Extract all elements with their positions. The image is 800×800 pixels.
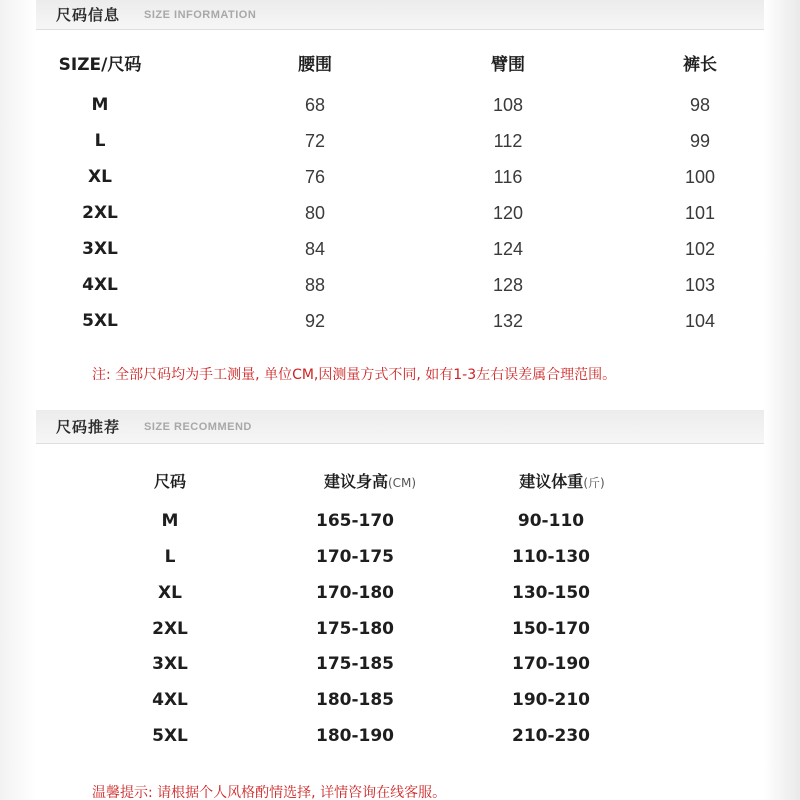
hip-value: 112 xyxy=(493,131,523,151)
hip-value: 108 xyxy=(492,95,524,115)
size-recommend-header xyxy=(36,410,764,444)
waist-value: 80 xyxy=(304,203,326,223)
height-value: 170-175 xyxy=(315,547,395,567)
size-label: 2XL xyxy=(82,203,118,223)
size-label: 5XL xyxy=(82,311,118,331)
weight-header-label: 建议体重 xyxy=(519,472,584,491)
column-header-height xyxy=(324,469,416,492)
warm-tip: 温馨提示: 请根据个人风格酌情选择, 详情咨询在线客服。 xyxy=(92,785,447,800)
measurement-note: 注: 全部尺码均为手工测量, 单位CM,因测量方式不同, 如有1-3左右误差属合理范围。 xyxy=(92,367,617,383)
column-header-size: SIZE/尺码 xyxy=(58,55,142,75)
weight-value: 170-190 xyxy=(511,654,591,674)
column-header-weight xyxy=(519,469,604,492)
weight-value: 210-230 xyxy=(511,726,591,746)
size-label: XL xyxy=(88,167,112,187)
size-label: 4XL xyxy=(152,690,188,710)
weight-value: 90-110 xyxy=(517,511,585,531)
length-value: 104 xyxy=(684,311,716,331)
weight-unit-label: (斤) xyxy=(583,476,605,490)
hip-value: 116 xyxy=(493,167,523,187)
size-label: 4XL xyxy=(82,275,118,295)
length-value: 99 xyxy=(689,131,711,151)
size-information-header xyxy=(36,0,764,30)
waist-value: 84 xyxy=(304,239,326,259)
size-label: L xyxy=(94,131,106,151)
waist-value: 76 xyxy=(304,167,326,187)
weight-value: 110-130 xyxy=(511,547,591,567)
length-value: 101 xyxy=(684,203,716,223)
height-value: 175-180 xyxy=(315,619,395,639)
weight-value: 190-210 xyxy=(511,690,591,710)
length-value: 102 xyxy=(684,239,716,259)
height-value: 170-180 xyxy=(315,583,395,603)
length-value: 98 xyxy=(689,95,711,115)
weight-value: 150-170 xyxy=(511,619,591,639)
height-unit-label: (CM) xyxy=(387,476,417,490)
waist-value: 68 xyxy=(304,95,326,115)
size-information-title: 尺码信息 xyxy=(56,6,121,24)
hip-value: 124 xyxy=(492,239,524,259)
height-value: 180-190 xyxy=(315,726,395,746)
size-label: 3XL xyxy=(152,654,188,674)
left-edge-shadow xyxy=(0,0,36,800)
waist-value: 88 xyxy=(304,275,326,295)
hip-value: 128 xyxy=(492,275,524,295)
height-value: 165-170 xyxy=(315,511,395,531)
size-label: 2XL xyxy=(152,619,188,639)
length-value: 100 xyxy=(684,167,716,187)
size-label: 3XL xyxy=(82,239,118,259)
size-information-subtitle: SIZE INFORMATION xyxy=(144,8,257,21)
hip-value: 132 xyxy=(492,311,524,331)
column-header-hip: 臂围 xyxy=(491,55,525,75)
size-label: 5XL xyxy=(152,726,188,746)
size-recommend-subtitle: SIZE RECOMMEND xyxy=(144,420,252,433)
waist-value: 72 xyxy=(304,131,326,151)
height-value: 180-185 xyxy=(315,690,395,710)
hip-value: 120 xyxy=(492,203,524,223)
waist-value: 92 xyxy=(304,311,326,331)
column-header-waist: 腰围 xyxy=(298,55,332,75)
size-label: M xyxy=(91,95,109,115)
size-label: L xyxy=(164,547,176,567)
size-label: M xyxy=(161,511,179,531)
size-recommend-title: 尺码推荐 xyxy=(56,418,121,436)
right-edge-shadow xyxy=(764,0,800,800)
column-header-size: 尺码 xyxy=(153,472,187,491)
height-header-label: 建议身高 xyxy=(323,472,388,491)
weight-value: 130-150 xyxy=(511,583,591,603)
column-header-length: 裤长 xyxy=(683,55,717,75)
height-value: 175-185 xyxy=(315,654,395,674)
size-label: XL xyxy=(158,583,182,603)
length-value: 103 xyxy=(684,275,716,295)
